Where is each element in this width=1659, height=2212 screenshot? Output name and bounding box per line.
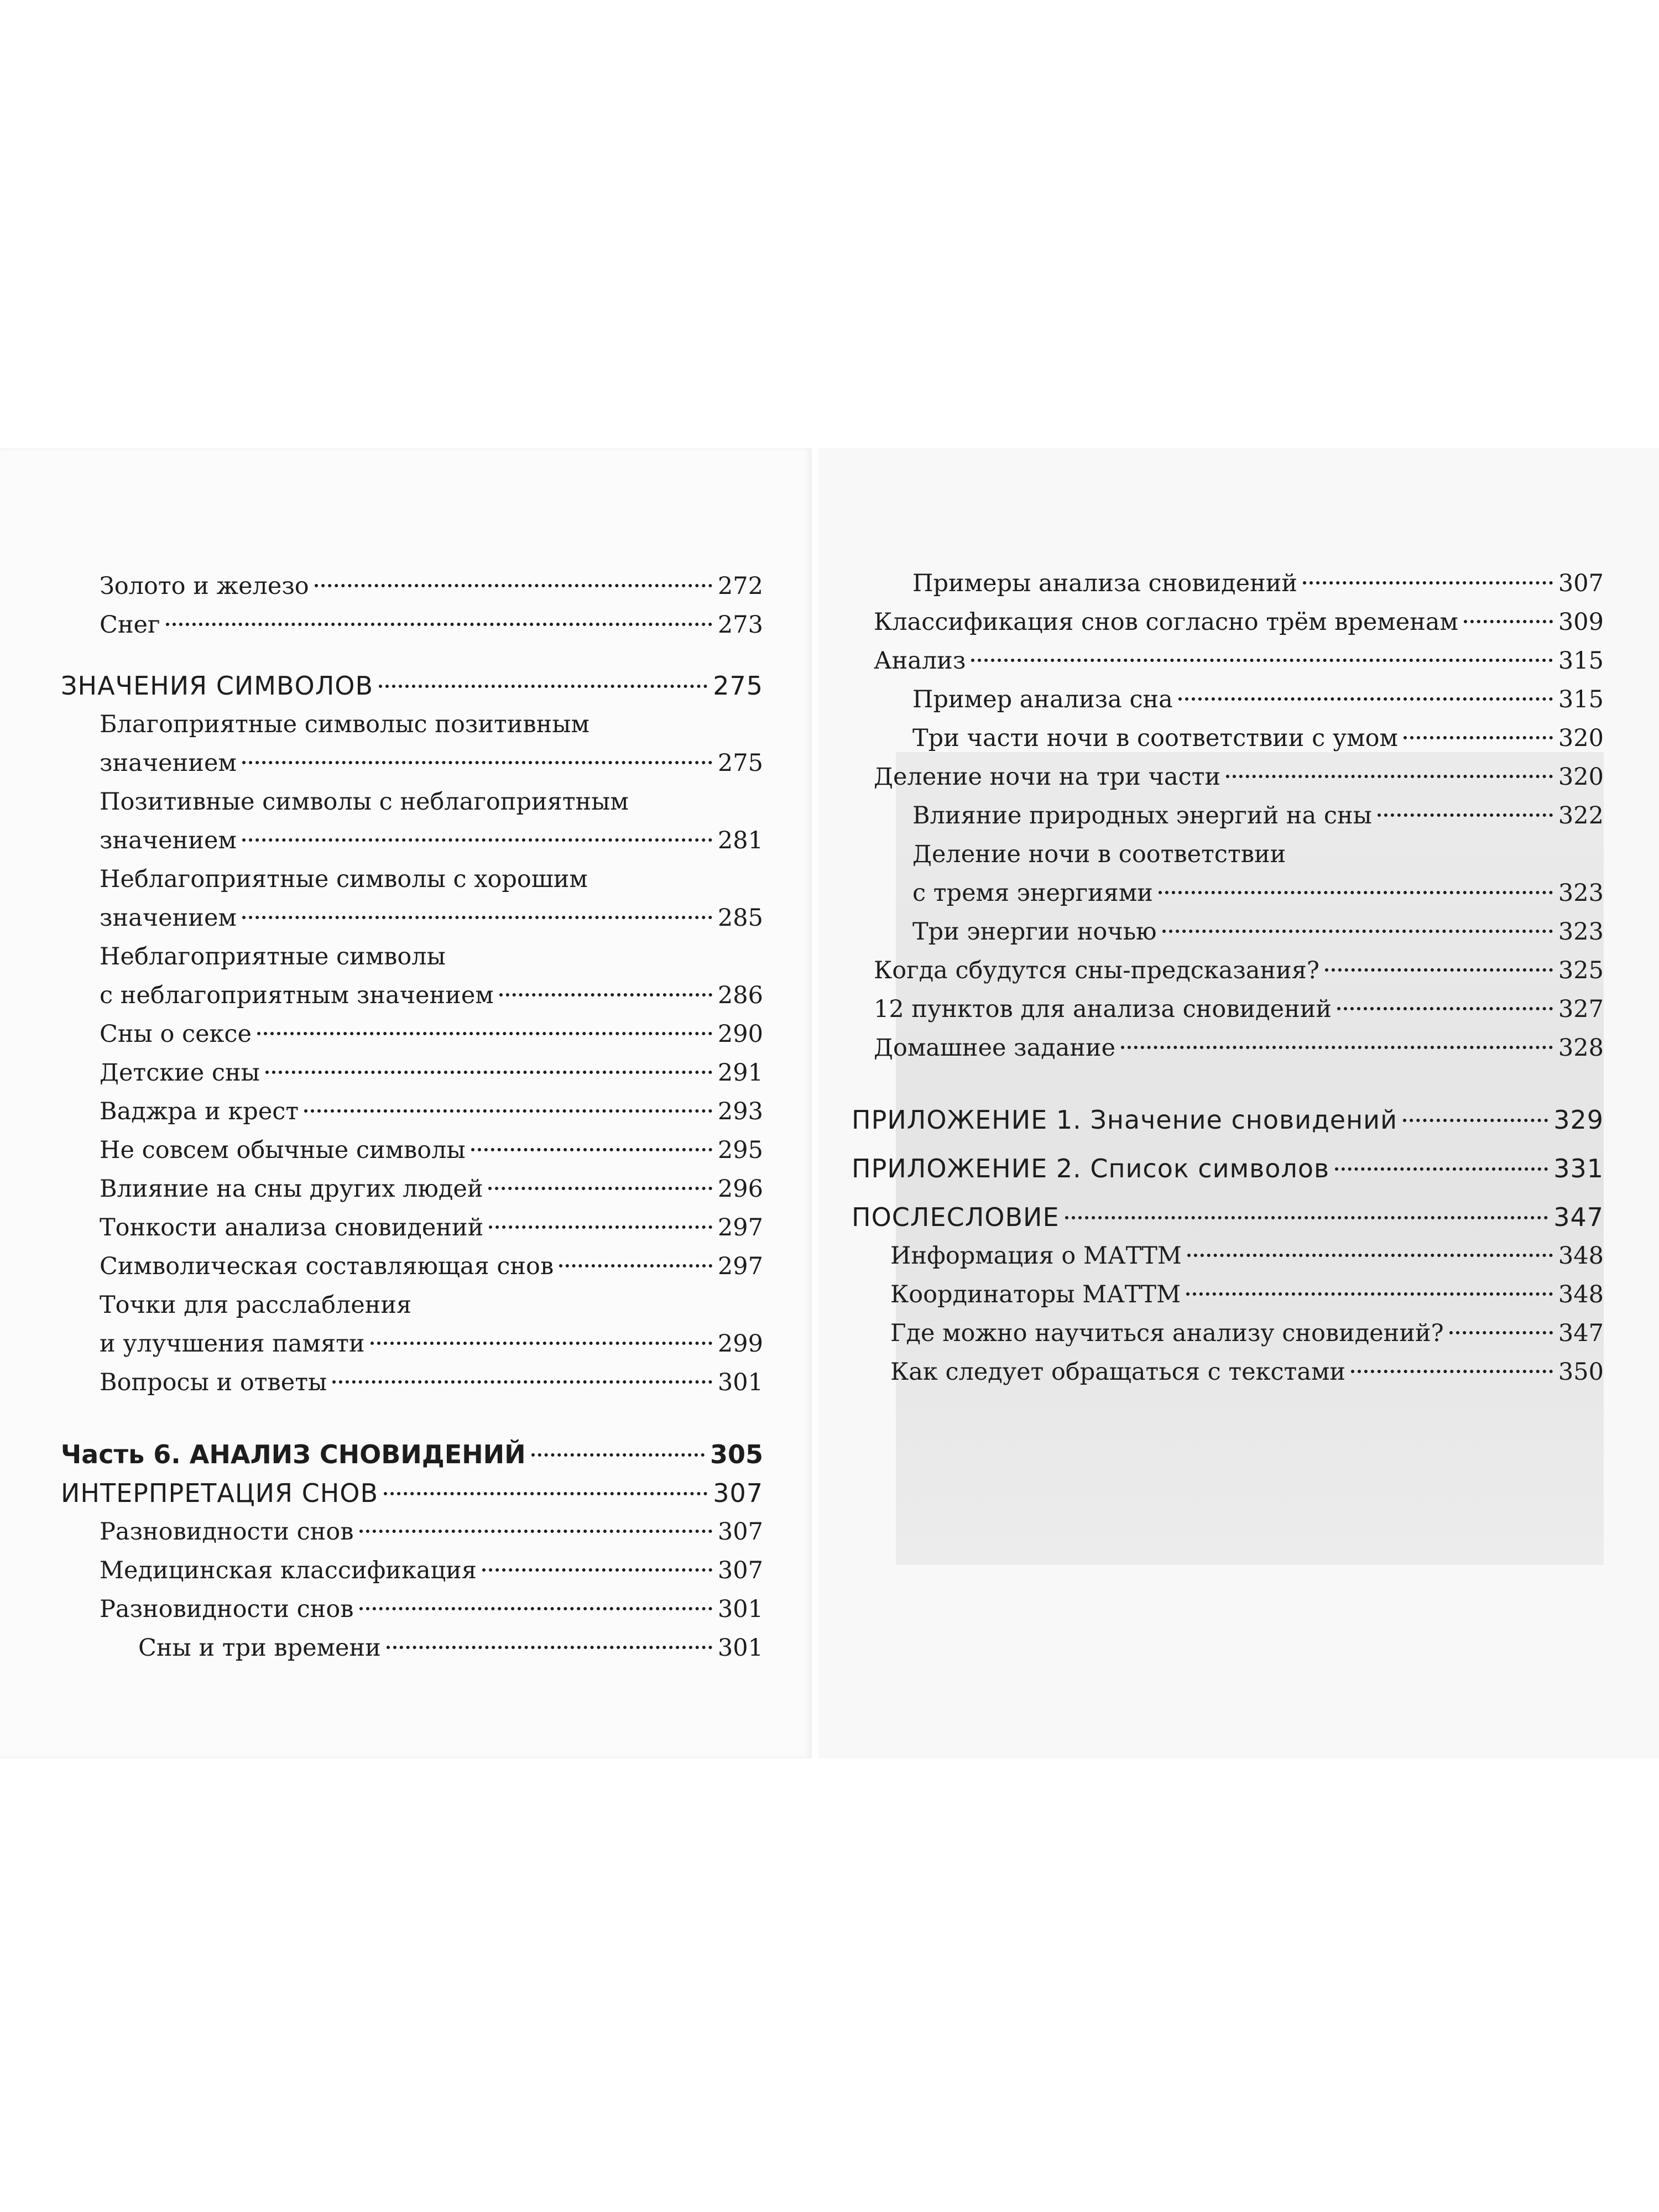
- toc-title: Благоприятные символыс позитивным: [100, 711, 589, 738]
- toc-title: Разновидности снов: [100, 1595, 354, 1623]
- toc-entry: [61, 782, 763, 821]
- toc-title: Вопросы и ответы: [100, 1369, 327, 1396]
- toc-leader: [489, 1203, 712, 1229]
- toc-entry: [874, 758, 1604, 796]
- toc-title: Классификация снов согласно трём временам: [874, 608, 1458, 636]
- toc-entry: [61, 1092, 763, 1131]
- toc-entry: [61, 1247, 763, 1286]
- toc-title: ПОСЛЕСЛОВИЕ: [852, 1202, 1060, 1232]
- toc-title: Снег: [100, 611, 160, 639]
- toc-title: Ваджра и крест: [100, 1098, 299, 1125]
- toc-entry: [61, 821, 763, 860]
- toc-title: Золото и железо: [100, 572, 309, 600]
- toc-title: Позитивные символы с неблагоприятным: [100, 788, 629, 816]
- toc-leader: [1337, 985, 1553, 1010]
- toc-leader: [1065, 1194, 1548, 1219]
- toc-page: 315: [1558, 686, 1604, 713]
- toc-page: 350: [1558, 1358, 1604, 1386]
- toc-page: 296: [717, 1175, 763, 1203]
- toc-leader: [371, 1319, 712, 1345]
- toc-title: Три энергии ночью: [912, 918, 1157, 946]
- toc-leader: [1351, 1348, 1553, 1373]
- toc-leader: [1403, 1097, 1548, 1122]
- toc-page: 320: [1558, 724, 1604, 752]
- toc-page: 329: [1553, 1105, 1604, 1135]
- toc-leader: [1186, 1270, 1553, 1296]
- toc-page: 272: [717, 572, 763, 600]
- toc-leader: [1187, 1232, 1553, 1257]
- toc-title: Три части ночи в соответствии с умом: [912, 724, 1398, 752]
- toc-leader: [1404, 714, 1553, 739]
- toc-entry: [61, 1131, 763, 1170]
- toc-leader: [1464, 598, 1553, 623]
- toc-leader: [1178, 675, 1553, 701]
- toc-section: [61, 666, 763, 705]
- toc-page: 301: [717, 1595, 763, 1623]
- toc-entry: [61, 744, 763, 782]
- toc-appendix: [852, 1149, 1604, 1188]
- toc-title: Сны и три времени: [138, 1634, 381, 1662]
- toc-page: 295: [717, 1136, 763, 1164]
- toc-leader: [1226, 753, 1553, 778]
- toc-leader: [257, 1010, 712, 1035]
- toc-page: 273: [717, 611, 763, 639]
- toc-entry: [61, 705, 763, 744]
- toc-entry: [874, 564, 1604, 603]
- toc-page: 347: [1553, 1202, 1604, 1232]
- toc-entry: [61, 567, 763, 606]
- toc-leader: [166, 601, 712, 626]
- toc-title: Точки для расслабления: [100, 1291, 412, 1319]
- toc-leader: [379, 662, 707, 688]
- toc-title: Влияние на сны других людей: [100, 1175, 483, 1203]
- toc-leader: [488, 1165, 712, 1190]
- toc-title: Как следует обращаться с текстами: [890, 1358, 1346, 1386]
- toc-title: Анализ: [874, 647, 966, 675]
- toc-leader: [242, 739, 712, 764]
- toc-title: Когда сбудутся сны-предсказания?: [874, 957, 1319, 984]
- toc-leader: [499, 971, 712, 997]
- toc-title: 12 пунктов для анализа сновидений: [874, 995, 1332, 1023]
- toc-page: 286: [717, 982, 763, 1009]
- toc-leader: [265, 1048, 712, 1074]
- toc-page: 348: [1558, 1281, 1604, 1308]
- toc-part-heading: [61, 1435, 763, 1474]
- toc-title: Примеры анализа сновидений: [912, 570, 1298, 597]
- toc-leader: [1162, 907, 1553, 933]
- toc-title: значением: [100, 904, 237, 932]
- toc-entry: [61, 1170, 763, 1208]
- toc-leader: [1378, 791, 1553, 817]
- toc-page: 275: [717, 749, 763, 777]
- toc-title: с неблагоприятным значением: [100, 982, 494, 1009]
- toc-leader: [1159, 869, 1553, 894]
- toc-entry: [61, 1512, 763, 1551]
- toc-leader: [531, 1431, 705, 1457]
- toc-page: 301: [717, 1634, 763, 1662]
- toc-entry: [61, 976, 763, 1015]
- toc-leader: [971, 637, 1553, 662]
- toc-page: 290: [717, 1020, 763, 1048]
- toc-title: Влияние природных энергий на сны: [912, 802, 1372, 830]
- toc-leader: [1325, 946, 1553, 972]
- toc-title: Неблагоприятные символы с хорошим: [100, 865, 588, 893]
- toc-title: ЗНАЧЕНИЯ СИМВОЛОВ: [61, 671, 374, 701]
- toc-page: 320: [1558, 763, 1604, 791]
- toc-title: Сны о сексе: [100, 1020, 252, 1048]
- toc-appendix: [852, 1100, 1604, 1139]
- toc-page: 348: [1558, 1242, 1604, 1270]
- toc-title: Неблагоприятные символы: [100, 943, 446, 971]
- toc-entry: [61, 1363, 763, 1402]
- toc-page: 347: [1558, 1319, 1604, 1347]
- toc-page: 307: [717, 1557, 763, 1584]
- toc-page: 281: [717, 827, 763, 854]
- toc-title: значением: [100, 749, 237, 777]
- toc-title: Медицинская классификация: [100, 1557, 477, 1584]
- toc-entry: [874, 680, 1604, 719]
- toc-section: [852, 1198, 1604, 1237]
- toc-leader: [315, 562, 712, 587]
- toc-leader: [482, 1546, 712, 1572]
- toc-title: Домашнее задание: [874, 1034, 1116, 1062]
- toc-title: Символическая составляющая снов: [100, 1253, 554, 1280]
- toc-title: Часть 6. АНАЛИЗ СНОВИДЕНИЙ: [61, 1439, 526, 1469]
- toc-entry: [874, 1237, 1604, 1275]
- toc-title: и улучшения памяти: [100, 1330, 365, 1358]
- toc-leader: [1121, 1024, 1553, 1049]
- toc-entry: [61, 937, 763, 976]
- toc-title: с тремя энергиями: [912, 879, 1153, 907]
- toc-entry: [61, 1208, 763, 1247]
- toc-entry: [61, 1590, 763, 1629]
- toc-title: Информация о МАТТМ: [890, 1242, 1182, 1270]
- toc-entry: [874, 1275, 1604, 1314]
- toc-entry: [874, 796, 1604, 835]
- toc-page: 307: [717, 1518, 763, 1546]
- toc-leader: [1449, 1309, 1553, 1334]
- toc-entry: [874, 990, 1604, 1029]
- toc-entry: [874, 951, 1604, 990]
- toc-page: 307: [713, 1478, 763, 1508]
- toc-page: 323: [1558, 879, 1604, 907]
- toc-title: Где можно научиться анализу сновидений?: [890, 1319, 1444, 1347]
- toc-entry: [874, 641, 1604, 680]
- toc-entry: [874, 603, 1604, 641]
- toc-entry: [61, 860, 763, 899]
- toc-title: Пример анализа сна: [912, 686, 1173, 713]
- toc-leader: [242, 816, 712, 842]
- toc-leader: [332, 1358, 712, 1384]
- toc-page: 285: [717, 904, 763, 932]
- toc-entry: [874, 1353, 1604, 1391]
- toc-leader: [359, 1507, 712, 1533]
- toc-leader: [1303, 559, 1553, 585]
- toc-page: 293: [717, 1098, 763, 1125]
- toc-leader: [359, 1585, 712, 1610]
- toc-page: 299: [717, 1330, 763, 1358]
- toc-title: Деление ночи в соответствии: [912, 841, 1286, 868]
- toc-page: 309: [1558, 608, 1604, 636]
- toc-leader: [384, 1470, 707, 1495]
- toc-entry: [874, 874, 1604, 912]
- toc-page: 315: [1558, 647, 1604, 675]
- toc-entry: [61, 1015, 763, 1053]
- toc-page: 297: [717, 1214, 763, 1241]
- toc-title: ПРИЛОЖЕНИЕ 1. Значение сновидений: [852, 1105, 1397, 1135]
- toc-entry: [61, 1286, 763, 1324]
- toc-page: 325: [1558, 957, 1604, 984]
- toc-entry: [874, 719, 1604, 758]
- toc-entry: [874, 1029, 1604, 1067]
- toc-page: 297: [717, 1253, 763, 1280]
- toc-entry: [61, 1324, 763, 1363]
- toc-leader: [387, 1624, 712, 1649]
- toc-page: 327: [1558, 995, 1604, 1023]
- toc-leader: [242, 894, 712, 919]
- toc-entry: [874, 835, 1604, 874]
- toc-title: Разновидности снов: [100, 1518, 354, 1546]
- toc-entry: [61, 1053, 763, 1092]
- toc-page: 275: [713, 671, 763, 701]
- toc-leader: [559, 1242, 712, 1267]
- toc-entry: [61, 1551, 763, 1590]
- toc-page: 331: [1553, 1154, 1604, 1183]
- toc-title: значением: [100, 827, 237, 854]
- toc-page: 291: [717, 1059, 763, 1087]
- toc-entry: [874, 1314, 1604, 1353]
- toc-page: 307: [1558, 570, 1604, 597]
- toc-title: Детские сны: [100, 1059, 260, 1087]
- toc-title: Координаторы МАТТМ: [890, 1281, 1181, 1308]
- toc-left: [61, 567, 763, 1667]
- toc-right: [852, 564, 1604, 1391]
- toc-page: 301: [717, 1369, 763, 1396]
- toc-page: 305: [709, 1439, 763, 1469]
- toc-leader: [304, 1087, 712, 1113]
- toc-entry: [874, 912, 1604, 951]
- toc-title: ИНТЕРПРЕТАЦИЯ СНОВ: [61, 1478, 379, 1508]
- toc-title: Деление ночи на три части: [874, 763, 1221, 791]
- toc-leader: [1335, 1145, 1548, 1171]
- toc-entry: [61, 899, 763, 937]
- toc-page: 322: [1558, 802, 1604, 830]
- toc-title: Тонкости анализа сновидений: [100, 1214, 484, 1241]
- toc-section: [61, 1474, 763, 1512]
- toc-page: 323: [1558, 918, 1604, 946]
- toc-title: ПРИЛОЖЕНИЕ 2. Список символов: [852, 1154, 1330, 1183]
- toc-title: Не совсем обычные символы: [100, 1136, 466, 1164]
- toc-leader: [471, 1126, 712, 1151]
- toc-page: 328: [1558, 1034, 1604, 1062]
- toc-entry: [61, 1629, 763, 1667]
- toc-entry: [61, 606, 763, 644]
